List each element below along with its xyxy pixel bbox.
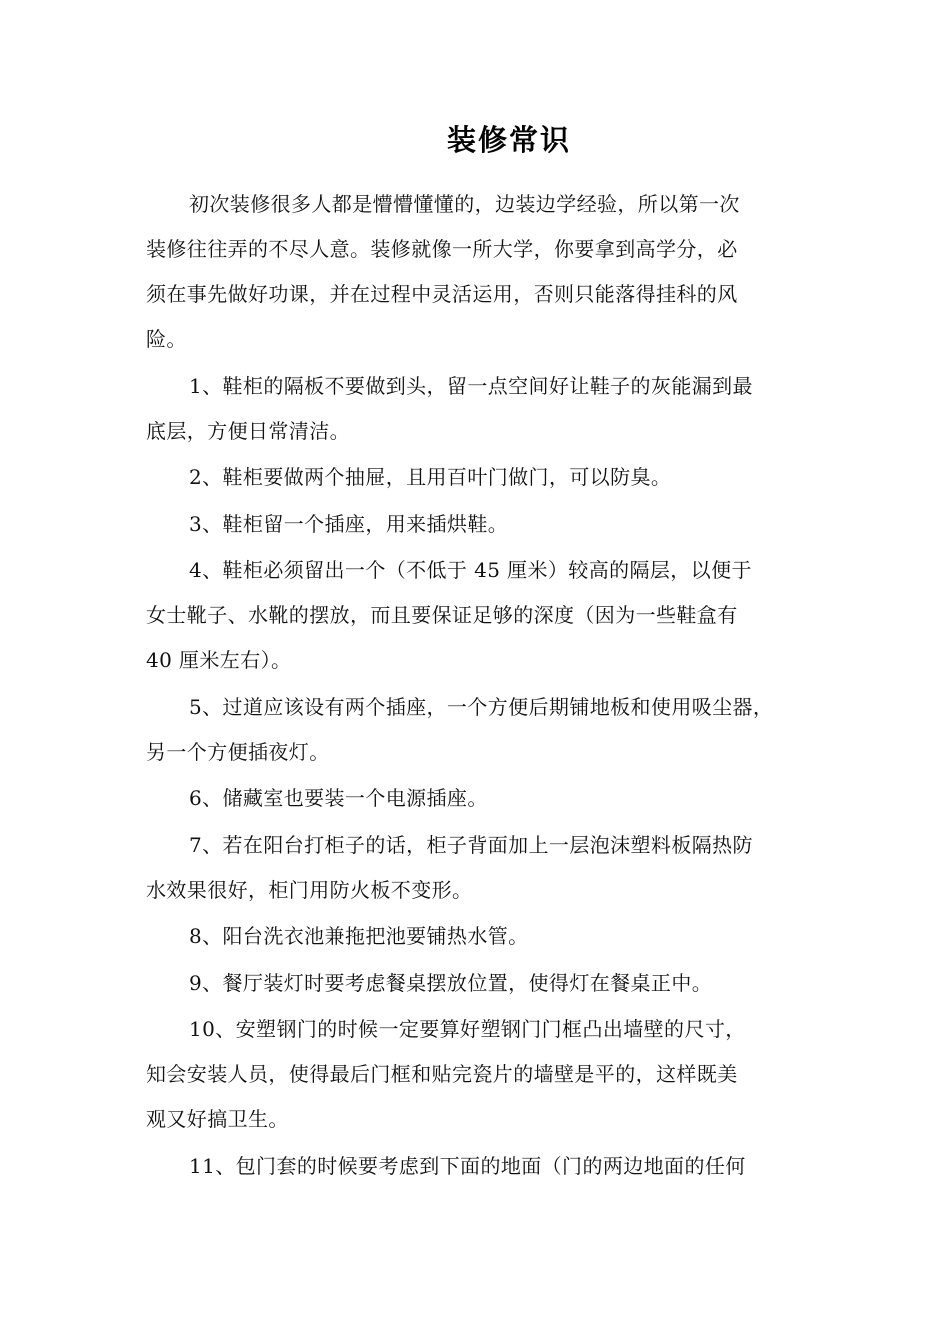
paragraph-line: 5、过道应该设有两个插座，一个方便后期铺地板和使用吸尘器，: [189, 694, 774, 719]
paragraph-line: 装修往往弄的不尽人意。装修就像一所大学，你要拿到高学分，必: [146, 237, 738, 261]
paragraph-line: 7、若在阳台打柜子的话，柜子背面加上一层泡沫塑料板隔热防: [189, 832, 753, 857]
paragraph-item-7: [146, 823, 818, 913]
paragraph-item-1: [146, 364, 818, 454]
paragraph-item-8: [146, 914, 818, 959]
paragraph-item-4: [146, 548, 818, 683]
paragraph-line: 底层，方便日常清洁。: [146, 418, 350, 443]
paragraph-item-2: [146, 455, 818, 500]
paragraph-line: 11、包门套的时候要考虑到下面的地面（门的两边地面的任何: [189, 1153, 746, 1178]
document-body: [146, 182, 818, 1190]
paragraph-intro: [146, 182, 818, 362]
document-title: 装修常识: [446, 123, 571, 157]
paragraph-line: 3、鞋柜留一个插座，用来插烘鞋。: [189, 511, 509, 536]
paragraph-line: 40 厘米左右）。: [146, 648, 292, 672]
paragraph-line: 水效果很好，柜门用防火板不变形。: [146, 877, 473, 902]
paragraph-line: 须在事先做好功课，并在过程中灵活运用，否则只能落得挂科的风: [146, 282, 738, 306]
paragraph-item-5: [146, 685, 818, 775]
paragraph-line: 6、储藏室也要装一个电源插座。: [189, 786, 488, 810]
paragraph-item-9: [146, 961, 818, 1006]
paragraph-line: 10、安塑钢门的时候一定要算好塑钢门门框凸出墙壁的尺寸，: [189, 1017, 746, 1041]
paragraph-line: 观又好搞卫生。: [146, 1107, 289, 1131]
paragraph-item-10: [146, 1007, 818, 1142]
paragraph-line: 4、鞋柜必须留出一个（不低于 45 厘米）较高的隔层，以便于: [189, 558, 752, 582]
paragraph-line: 初次装修很多人都是懵懵懂懂的，边装边学经验，所以第一次: [189, 192, 740, 216]
paragraph-line: 2、鞋柜要做两个抽屉，且用百叶门做门，可以防臭。: [189, 465, 672, 489]
paragraph-line: 知会安装人员，使得最后门框和贴完瓷片的墙壁是平的，这样既美: [146, 1062, 738, 1086]
paragraph-line: 8、阳台洗衣池兼拖把池要铺热水管。: [189, 924, 529, 948]
paragraph-line: 险。: [146, 327, 187, 351]
paragraph-item-3: [146, 502, 818, 547]
paragraph-line: 1、鞋柜的隔板不要做到头，留一点空间好让鞋子的灰能漏到最: [189, 373, 753, 398]
paragraph-item-11: [146, 1144, 818, 1189]
paragraph-line: 另一个方便插夜灯。: [146, 739, 330, 764]
paragraph-line: 9、餐厅装灯时要考虑餐桌摆放位置，使得灯在餐桌正中。: [189, 970, 713, 995]
paragraph-item-6: [146, 776, 818, 821]
paragraph-line: 女士靴子、水靴的摆放，而且要保证足够的深度（因为一些鞋盒有: [146, 603, 738, 627]
